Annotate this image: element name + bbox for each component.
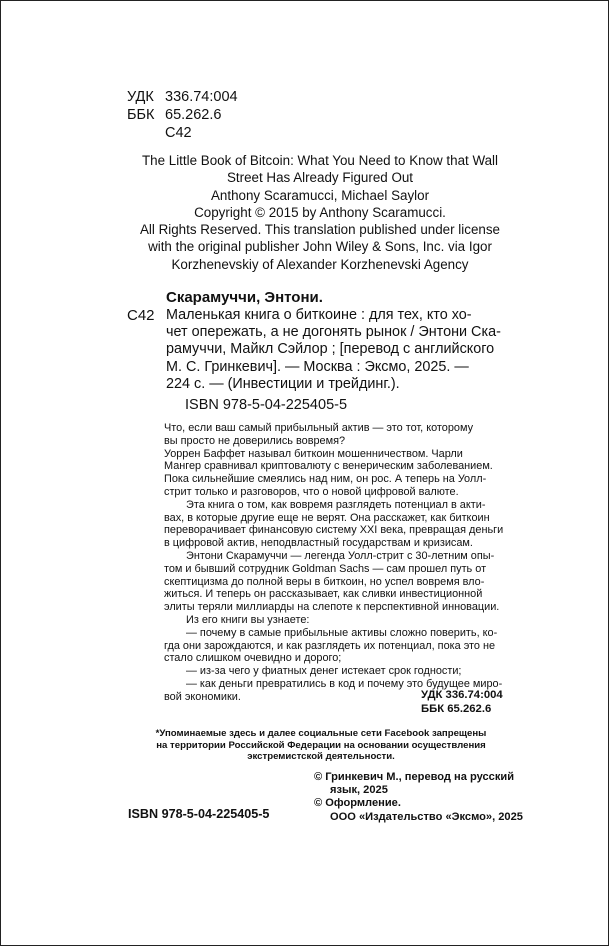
code-line: ББК 65.262.6 [421,702,492,715]
isbn-middle: ISBN 978-5-04-225405-5 [185,397,348,413]
classification-codes-right [421,689,521,716]
annotation-line: вы просто не доверились вовремя? [164,434,346,447]
bbk-label: ББК [127,107,155,123]
copyright-line: язык, 2025 [330,784,388,797]
original-info-line: Street Has Already Figured Out [226,170,414,186]
annotation-line: стрит только и разговоров, что о новой цифровой валюте. [164,485,459,498]
description-line: рамуччи, Майкл Сэйлор ; [перевод с английского [166,341,495,358]
original-info-line: All Rights Reserved. This translation published under license [139,222,500,238]
udk-row [127,88,238,106]
annotation-line: стало слишком очевидно и дорого; [164,652,342,665]
copyright-line: © Оформление. [314,797,401,810]
code-line: УДК 336.74:004 [421,689,503,701]
bbk-value: 65.262.6 [165,107,222,123]
facebook-note-line: *Упоминаемые здесь и далее социальные сети Facebook запрещены [155,728,487,739]
annotation-line: Что, если ваш самый прибыльный актив — это тот, которому [164,422,474,434]
original-info-line: The Little Book of Bitcoin: What You Need to Know that Wall [141,153,499,168]
description-line: Маленькая книга о биткоине : для тех, кто хо- [166,307,472,323]
isbn-bottom: ISBN 978-5-04-225405-5 [128,807,270,821]
udk-value: 336.74:004 [165,89,238,105]
annotation-line: Энтони Скарамуччи — легенда Уолл-стрит с 30-летним опы- [186,549,495,562]
copyright-russian [314,771,524,824]
annotation-line: том и бывший сотрудник Goldman Sachs — сам прошел путь от [164,562,487,575]
annotation-line: переворачивает финансовую систему XXI века, превращая деньги [164,524,504,537]
description-line: 224 с. — (Инвестиции и трейдинг.). [166,375,400,392]
description-line: М. С. Гринкевич]. — Москва : Эксмо, 2025. — [166,358,469,375]
annotation-line: Уоррен Баффет называл биткоин мошенничеством. Чарли [164,447,463,460]
original-info-line: Anthony Scaramucci, Michael Saylor [210,187,430,203]
bbk-row [127,106,238,124]
annotation-line: гда они зарождаются, и как разглядеть их потенциал, пока это не [164,639,496,652]
annotation-line: вах, в которые другие еще не верят. Она расскажет, как биткоин [164,511,490,524]
facebook-note-line: экстремистской деятельности. [247,751,395,763]
original-info-line: Copyright © 2015 by Anthony Scaramucci. [194,204,446,220]
annotation-line: в цифровой актив, неподвластный государствам и кризисам. [164,537,473,550]
annotation-line: — почему в самые прибыльные активы сложно поверить, ко- [186,626,498,639]
description-line: чет опережать, а не догонять рынок / Энтони Ска- [166,324,501,341]
udk-label: УДК [127,89,154,105]
annotation-line: — из-за чего у фиатных денег истекает срок годности; [186,665,462,678]
annotation-line: Эта книга о том, как вовремя разглядеть потенциал в акти- [186,498,486,511]
classification-codes [127,88,238,142]
original-info-line: with the original publisher John Wiley & Sons, Inc. via Igor [148,239,492,255]
facebook-note-line: на территории Российской Федерации на основании осуществления [156,739,486,751]
annotation-line: скептицизма до полной веры в биткоин, но успел вовремя вло- [164,575,485,588]
author-heading: Скарамуччи, Энтони. [166,289,323,306]
original-edition-info [121,152,519,273]
annotation-line: Из его книги вы узнаете: [186,613,310,626]
copyright-line: © Гринкевич М., перевод на русский [314,771,515,783]
bibliographic-description [166,307,518,393]
copyright-line: ООО «Издательство «Эксмо», 2025 [330,810,523,823]
annotation-line: Пока сильнейшие смеялись над ним, он рос. А теперь на Уолл- [164,473,487,486]
annotation-line: житься. И теперь он рассказывает, как сливки инвестиционной [164,588,483,601]
annotation-line: вой экономики. [164,690,241,703]
annotation-line: — как деньги превратились в код и почему это будущее миро- [186,677,503,690]
annotation-line: элиты теряли миллиарды на слепоте к перспективной инновации. [164,601,500,614]
original-info-line: Korzhenevskiy of Alexander Korzhenevski Agency [171,256,469,272]
author-mark-side: С42 [127,307,155,324]
facebook-note [153,728,489,763]
annotation [164,422,520,704]
annotation-line: Мангер сравнивал криптовалюту с венерическим заболеванием. [164,460,493,473]
author-mark: С42 [165,125,192,141]
